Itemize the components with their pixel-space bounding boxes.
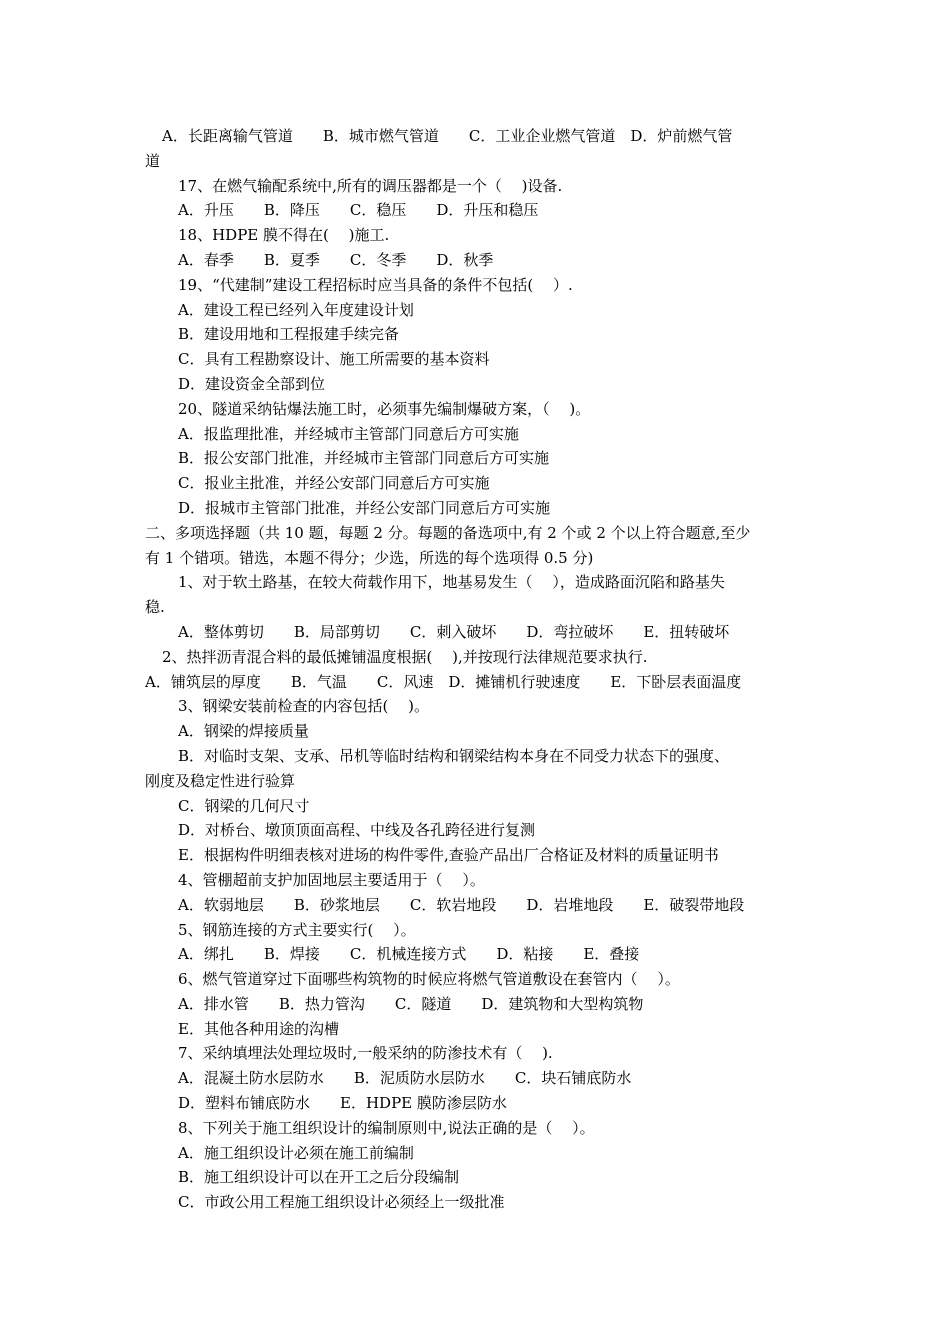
text-line-l21: A．整体剪切 B．局部剪切 C．刺入破坏 D．弯拉破坏 E．扭转破坏 bbox=[178, 622, 730, 641]
text-line-l6: A．春季 B．夏季 C．冬季 D．秋季 bbox=[178, 250, 494, 269]
text-line-l10: C．具有工程勘察设计、施工所需要的基本资料 bbox=[178, 350, 490, 369]
text-line-l42: A．施工组织设计必须在施工前编制 bbox=[178, 1143, 414, 1162]
text-line-l34: A．绑扎 B．焊接 C．机械连接方式 D．粘接 E．叠接 bbox=[178, 945, 640, 964]
text-line-l24: 3、钢梁安装前检查的内容包括( )。 bbox=[178, 697, 430, 716]
text-line-l15: C．报业主批准，并经公安部门同意后方可实施 bbox=[178, 474, 490, 493]
text-line-l4: A．升压 B．降压 C．稳压 D．升压和稳压 bbox=[178, 201, 539, 220]
text-line-l40: D．塑料布铺底防水 E．HDPE 膜防渗层防水 bbox=[178, 1094, 507, 1113]
text-line-l14: B．报公安部门批准，并经城市主管部门同意后方可实施 bbox=[178, 449, 550, 468]
text-line-l29: D．对桥台、墩顶顶面高程、中线及各孔跨径进行复测 bbox=[178, 821, 536, 840]
text-line-l41: 8、下列关于施工组织设计的编制原则中,说法正确的是（ ）。 bbox=[178, 1118, 595, 1137]
text-line-l13: A．报监理批准，并经城市主管部门同意后方可实施 bbox=[178, 424, 519, 443]
text-line-l30: E．根据构件明细表核对进场的构件零件,查验产品出厂合格证及材料的质量证明书 bbox=[178, 846, 719, 865]
text-line-l43: B．施工组织设计可以在开工之后分段编制 bbox=[178, 1168, 460, 1187]
text-line-l28: C．钢梁的几何尺寸 bbox=[178, 796, 310, 815]
text-line-l33: 5、钢筋连接的方式主要实行( ）。 bbox=[178, 920, 416, 939]
text-line-l17: 二、多项选择题（共 10 题，每题 2 分。每题的备选项中,有 2 个或 2 个以上符合题意,至少 bbox=[145, 523, 751, 542]
text-line-l7: 19、“代建制”建设工程招标时应当具备的条件不包括( ）. bbox=[178, 275, 573, 294]
text-line-l2: 道 bbox=[145, 151, 161, 170]
text-line-l36: A．排水管 B．热力管沟 C．隧道 D．建筑物和大型构筑物 bbox=[178, 994, 644, 1013]
text-line-l3: 17、在燃气输配系统中,所有的调压器都是一个（ )设备. bbox=[178, 176, 563, 195]
text-line-l11: D．建设资金全部到位 bbox=[178, 374, 326, 393]
text-line-l25: A．钢梁的焊接质量 bbox=[178, 722, 309, 741]
text-line-l26: B．对临时支架、支承、吊机等临时结构和钢梁结构本身在不同受力状态下的强度、 bbox=[178, 746, 730, 765]
text-line-l22: 2、热拌沥青混合料的最低摊铺温度根据( ),并按现行法律规范要求执行. bbox=[162, 647, 648, 666]
text-line-l9: B．建设用地和工程报建手续完备 bbox=[178, 325, 400, 344]
text-line-l32: A．软弱地层 B．砂浆地层 C．软岩地段 D．岩堆地段 E．破裂带地段 bbox=[178, 895, 745, 914]
text-line-l37: E．其他各种用途的沟槽 bbox=[178, 1019, 339, 1038]
text-line-l27: 刚度及稳定性进行验算 bbox=[145, 771, 296, 790]
text-line-l18: 有 1 个错项。错选，本题不得分；少选，所选的每个选项得 0.5 分) bbox=[145, 548, 594, 567]
text-line-l12: 20、隧道采纳钻爆法施工时，必须事先编制爆破方案，（ )。 bbox=[178, 399, 591, 418]
text-line-l8: A．建设工程已经列入年度建设计划 bbox=[178, 300, 414, 319]
text-line-l44: C．市政公用工程施工组织设计必须经上一级批准 bbox=[178, 1193, 505, 1212]
text-line-l35: 6、燃气管道穿过下面哪些构筑物的时候应将燃气管道敷设在套管内（ ）。 bbox=[178, 970, 680, 989]
text-line-l20: 稳. bbox=[145, 598, 165, 617]
text-line-l31: 4、管棚超前支护加固地层主要适用于（ ）。 bbox=[178, 870, 485, 889]
text-line-l38: 7、采纳填埋法处理垃圾时,一般采纳的防渗技术有（ ). bbox=[178, 1044, 553, 1063]
exam-text-body bbox=[145, 124, 810, 1215]
text-line-l1: A．长距离输气管道 B．城市燃气管道 C．工业企业燃气管道 D．炉前燃气管 bbox=[162, 127, 733, 145]
text-line-l23: A．铺筑层的厚度 B．气温 C．风速 D．摊铺机行驶速度 E．下卧层表面温度 bbox=[145, 672, 742, 691]
text-line-l5: 18、HDPE 膜不得在( )施工. bbox=[178, 226, 390, 245]
text-line-l16: D．报城市主管部门批准，并经公安部门同意后方可实施 bbox=[178, 498, 551, 517]
text-line-l19: 1、对于软土路基，在较大荷载作用下，地基易发生（ ），造成路面沉陷和路基失 bbox=[178, 573, 725, 592]
text-line-l39: A．混凝土防水层防水 B．泥质防水层防水 C．块石铺底防水 bbox=[178, 1069, 632, 1088]
